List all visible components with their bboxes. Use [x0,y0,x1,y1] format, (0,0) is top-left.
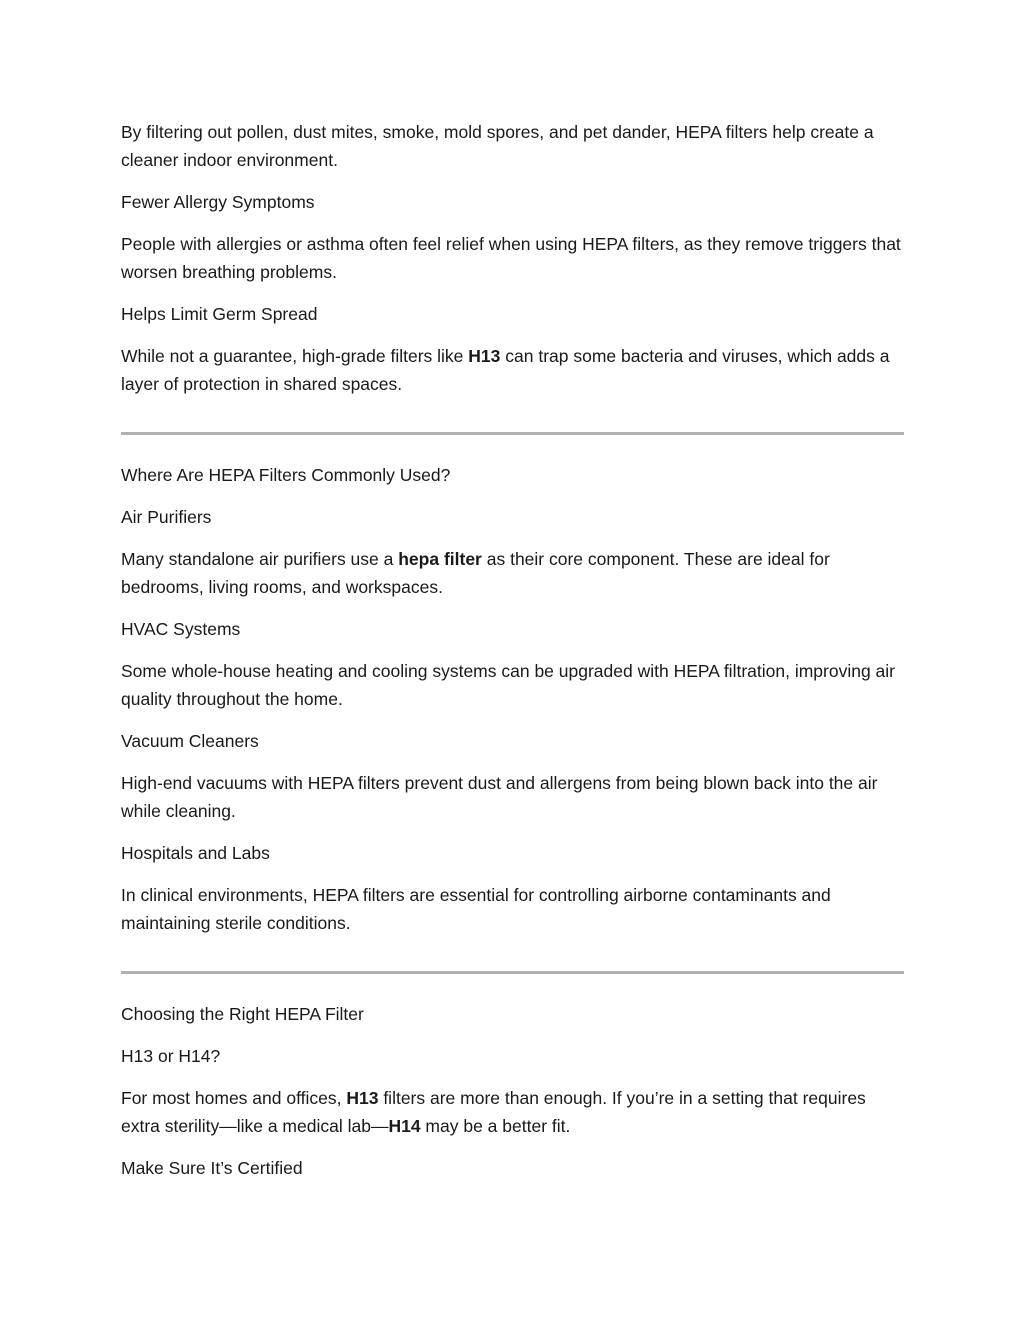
paragraph-hospitals: In clinical environments, HEPA filters are essential for controlling airborne contaminants and maintaining sterile conditions. [121,885,831,933]
purifiers-text-a: Many standalone air purifiers use a [121,549,399,569]
heading-hospitals-labs: Hospitals and Labs [121,843,270,863]
h13-text-c: filters are more than enough. If you’re in a setting that requires extra sterility—like a medical lab— [121,1088,866,1136]
section-divider-1 [121,432,904,435]
intro-paragraph: By filtering out pollen, dust mites, smoke, mold spores, and pet dander, HEPA filters help create a cleaner indoor environment. [121,122,874,170]
germ-text-c: can trap some bacteria and viruses, which adds a layer of protection in shared spaces. [121,346,890,394]
heading-air-purifiers: Air Purifiers [121,507,212,527]
germ-h13-bold: H13 [468,346,501,366]
heading-h13-or-h14: H13 or H14? [121,1046,221,1066]
germ-text-a: While not a guarantee, high-grade filters like [121,346,469,366]
paragraph-air-purifiers [121,545,904,601]
paragraph-hvac: Some whole-house heating and cooling systems can be upgraded with HEPA filtration, improving air quality throughout the home. [121,661,895,709]
h13-bold: H13 [346,1088,379,1108]
heading-fewer-allergy-symptoms: Fewer Allergy Symptoms [121,192,315,212]
paragraph-germ [121,342,904,398]
h13-text-a: For most homes and offices, [121,1088,347,1108]
purifiers-text-c: as their core component. These are ideal for bedrooms, living rooms, and workspaces. [121,549,830,597]
paragraph-h13-h14 [121,1084,904,1140]
heading-germ-spread: Helps Limit Germ Spread [121,304,318,324]
section-title-choosing: Choosing the Right HEPA Filter [121,1004,364,1024]
h13-text-e: may be a better fit. [420,1116,571,1136]
document-page [121,118,904,1196]
h14-bold: H14 [388,1116,421,1136]
heading-vacuum-cleaners: Vacuum Cleaners [121,731,259,751]
heading-hvac-systems: HVAC Systems [121,619,241,639]
paragraph-vacuum: High-end vacuums with HEPA filters prevent dust and allergens from being blown back into the air while cleaning. [121,773,878,821]
purifiers-hepa-filter-bold: hepa filter [398,549,482,569]
section-title-where-used: Where Are HEPA Filters Commonly Used? [121,465,451,485]
section-divider-2 [121,971,904,974]
heading-make-sure-certified: Make Sure It’s Certified [121,1158,303,1178]
paragraph-allergy: People with allergies or asthma often feel relief when using HEPA filters, as they remove triggers that worsen breathing problems. [121,234,901,282]
